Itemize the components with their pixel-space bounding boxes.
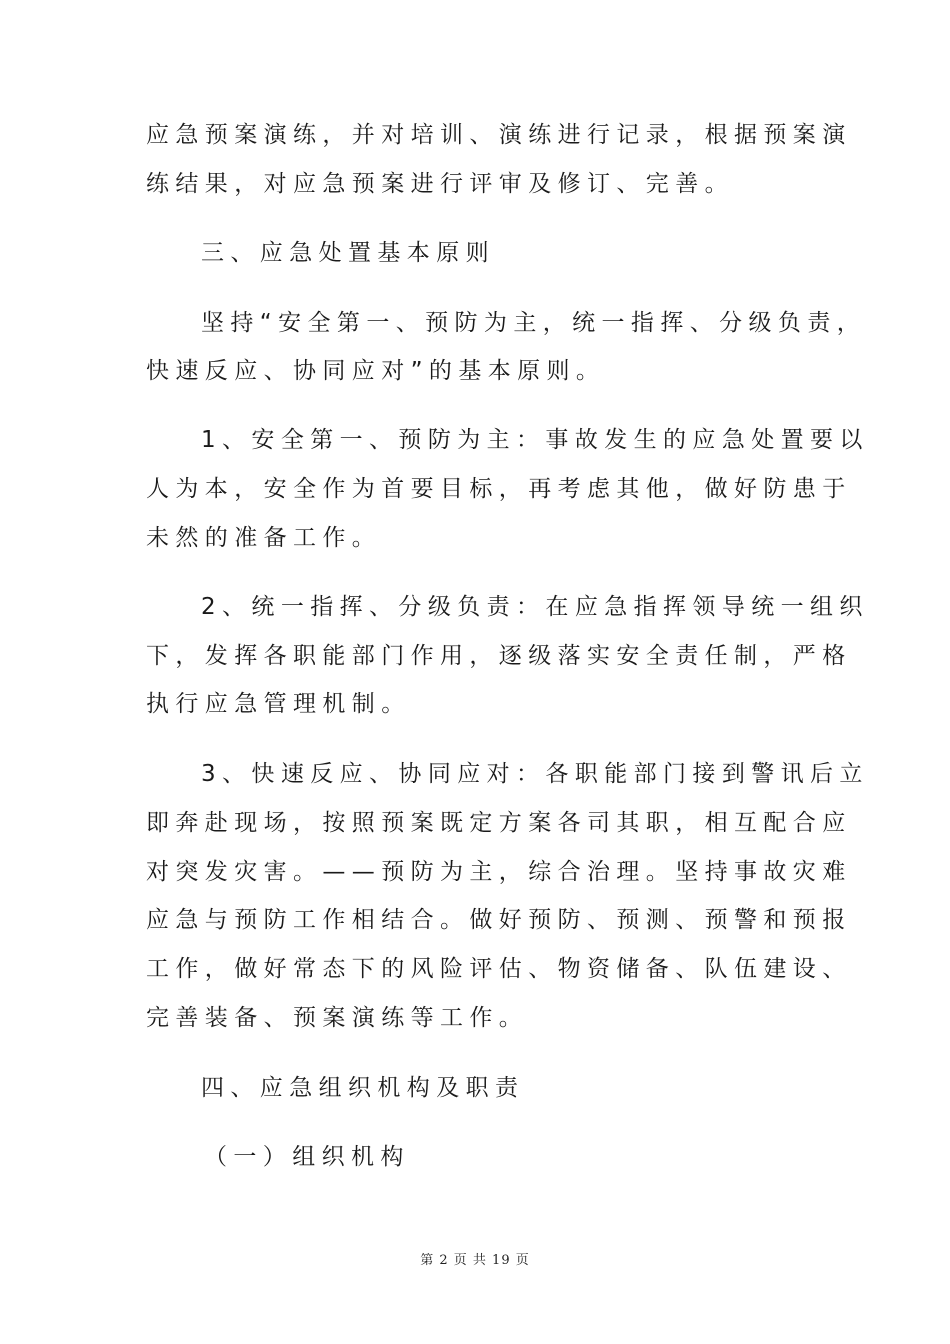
paragraph-line: 完善装备、预案演练等工作。 <box>146 1005 529 1031</box>
paragraph-line: 练结果，对应急预案进行评审及修订、完善。 <box>146 171 734 197</box>
paragraph-line: 工作，做好常态下的风险评估、物资储备、队伍建设、 <box>146 956 852 982</box>
section-heading: 三、应急处置基本原则 <box>201 240 495 266</box>
paragraph-line: 应急预案演练，并对培训、演练进行记录，根据预案演 <box>146 122 852 148</box>
paragraph-line: 即奔赴现场，按照预案既定方案各司其职，相互配合应 <box>146 810 852 836</box>
section-heading: 四、应急组织机构及职责 <box>201 1075 525 1101</box>
paragraph-line: 未然的准备工作。 <box>146 525 382 551</box>
page-number-footer: 第 2 页 共 19 页 <box>420 1253 530 1268</box>
paragraph-line: 应急与预防工作相结合。做好预防、预测、预警和预报 <box>146 907 852 933</box>
paragraph-line: 对突发灾害。——预防为主，综合治理。坚持事故灾难 <box>146 859 852 885</box>
paragraph-line: 3、快速反应、协同应对：各职能部门接到警讯后立 <box>201 761 869 787</box>
paragraph-line: 坚持“安全第一、预防为主，统一指挥、分级负责， <box>201 310 867 336</box>
paragraph-line: 2、统一指挥、分级负责：在应急指挥领导统一组织 <box>201 594 869 620</box>
paragraph-line: 下，发挥各职能部门作用，逐级落实安全责任制，严格 <box>146 643 852 669</box>
paragraph-line: 1、安全第一、预防为主：事故发生的应急处置要以 <box>201 427 869 453</box>
paragraph-line: 快速反应、协同应对”的基本原则。 <box>146 358 606 384</box>
subsection-heading: （一）组织机构 <box>204 1144 410 1170</box>
paragraph-line: 执行应急管理机制。 <box>146 691 411 717</box>
paragraph-line: 人为本，安全作为首要目标，再考虑其他，做好防患于 <box>146 476 852 502</box>
